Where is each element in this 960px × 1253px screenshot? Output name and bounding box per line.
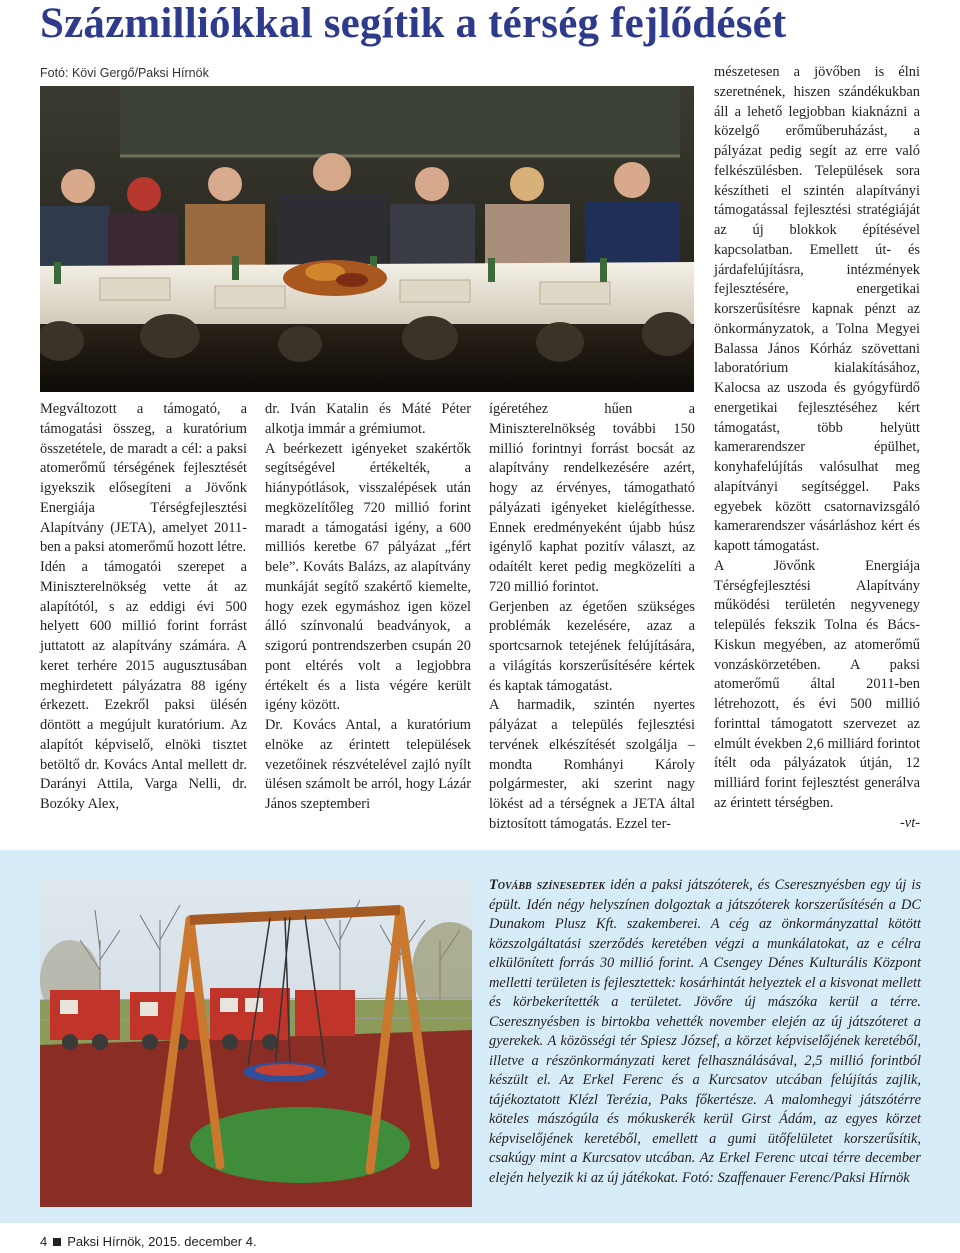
- column-4: [714, 63, 920, 833]
- photo-credit: Fotó: Kövi Gergő/Paksi Hírnök: [40, 66, 209, 80]
- photo-caption: [489, 876, 921, 1188]
- paragraph: A beérkezett igényeket szakértők segítségével értékelték, a hiánypótlások, visszalépések után megközelítőleg 720 millió forint maradt a támogatási igény, a 600 milliós keretbe 67 pályázat „fért bele”. Kováts Balázs, az alapítvány munkáját segítő szakértő kiemelte, hogy ezek egymáshoz igen közel álló színvonalú beadványok, a szigorú pontrendszerben csupán 20 pont eltérés volt a legjobbra értékelt és a lista végére került igény között.: [265, 440, 471, 714]
- paragraph: A harmadik, szintén nyertes pályázat a település fejlesztési tervének elkészítését szolgálja – mondta Romhányi Károly polgármester, aki szerint nagy lökést ad a térségnek a JETA által biztosított támogatás. Ezzel ter-: [489, 697, 695, 832]
- page-footer: [40, 1234, 257, 1249]
- caption-text: idén a paksi játszóterek, és Cseresznyésben egy új is épült. Idén négy helyszínen dolgoztak a játszóterek korszerűsítésén a DC Dunakom Plusz Kft. szakemberei. A cég az önkormányzattal kötött közszolgáltatási szerződés keretében végzi a munkálatokat, az e célra elkülönített forrás 30 millió forint. A Csengey Dénes Kulturális Központ melletti területen is fejlesztettek: kosárhintát helyeztek el a kisvonat mellett és körbekerítették a területet. Jövőre új mászóka kerül a térre. Cseresznyésben is birtokba vehették november elején az új játszóteret a gyerekek. A közösségi tér Spiesz József, a körzet képviselőjének keretéből, illetve a részönkormányzati keret felhasználásával, 2,5 millió forintból készült el. Az Erkel Ferenc és a Kurcsatov utcában felújítás zajlik, tájékoztatott Klézl Terézia, Paks főkertésze. A malomhegyi játszótérre köteles mászógúla és mókuskerék kerül Girst Ádám, az egyes körzet képviselőjének keretéből, emellett a gumi ütőfelületet korszerűsítik, csakúgy mint a Kurcsatov utcában. Az Erkel Ferenc utcai térre december elején helyezik ki az új játékokat. Fotó: Szaffenauer Ferenc/Paksi Hírnök: [489, 877, 921, 1186]
- paragraph: ígéretéhez hűen a Miniszterelnökség további 150 millió forintnyi forrást bocsát az alapítvány rendelkezésére azért, hogy az érvényes, támogatható pályázati igényeket kielégíthesse. Ennek eredményeként újabb húsz igénylő kaphat pozitív választ, az odaítélt keret pedig megközelíti a 720 millió forintot.: [489, 401, 695, 595]
- column-1: [40, 400, 247, 815]
- meeting-photo: [40, 86, 694, 392]
- paragraph: dr. Iván Katalin és Máté Péter alkotja immár a grémiumot.: [265, 401, 471, 437]
- paragraph: Gerjenben az égetően szükséges problémák kezelésére, azaz a sportcsarnok tetejének felújítására, a világítás korszerűsítésére kértek és kaptak támogatást.: [489, 598, 695, 694]
- caption-lead: Tovább színesedtek: [489, 877, 606, 893]
- square-bullet-icon: [53, 1238, 61, 1246]
- headline: Százmilliókkal segítik a térség fejlődését: [40, 0, 787, 47]
- column-2: [265, 400, 471, 815]
- page-number: 4: [40, 1234, 48, 1249]
- author-signature: -vt-: [900, 814, 920, 831]
- paragraph: Dr. Kovács Antal, a kuratórium elnöke az érintett települések vezetőinek részvételével zajló nyílt ülésen számolt be arról, hogy Lázár János szeptemberi: [265, 717, 471, 812]
- paragraph: mészetesen a jövőben is élni szeretnének, hiszen szándékukban áll a lehető legjobban kiaknázni a közelgő erőműberuházást, a pályázat pedig segít az erre való felkészülésben. Települések sora készítheti el szintén alapítványi támogatással fejlesztési stratégiáját az új blokkok építésével kapcsolatban. Emellett út- és járdafelújításra, intézmények fejlesztésére, energetikai korszerűsítésre kapnak pénzt az önkormányzatok, a Tolna Megyei Balassa János Kórház szövettani laboratórium kialakításához, Kalocsa az uszoda és gyógyfürdő energetikai fejlesztéséhez kért támogatást, több helyütt kamerarendszer épülhet, konyhafelújítás valósulhat meg alapítványi segítséggel. Paks egyebek között csatornavizsgáló kamerarendszer vásárláshoz kért és kapott támogatást.: [714, 64, 920, 554]
- column-3: [489, 400, 695, 835]
- paragraph: Idén a támogatói szerepet a Miniszterelnökség vette át az alapítótól, s az eddigi évi 500 helyett 600 millió forint forrást juttatott az alapítvány számára. A keret terhére 2015 augusztusában meghirdetett pályázatra 88 igény érkezett. Ezekről paksi ülésén döntött a megújult kuratórium. Az alapítót képviselő, elnöki tisztet betöltő dr. Kovács Antal mellett dr. Darányi Attila, Varga Nelli, dr. Bozóky Alex,: [40, 559, 247, 812]
- paragraph: A Jövőnk Energiája Térségfejlesztési Alapítvány működési területén negyvenegy település fekszik Tolna és Bács-Kiskun megyében, az atomerőmű vonzáskörzetében. A paksi atomerőmű által 2011-ben létrehozott, és évi 500 millió forinttal támogatott szervezet az elmúlt években 2,6 milliárd forintot ítélt oda pályázatok útján, 12 milliárd forint fejlesztést generálva az érintett térségben.: [714, 557, 920, 811]
- publication-info: Paksi Hírnök, 2015. december 4.: [67, 1234, 257, 1249]
- paragraph: Megváltozott a támogató, a támogatási összeg, a kuratórium összetétele, de maradt a cél: a paksi atomerőmű térségének fejlesztését igyekszik elősegíteni a Jövőnk Energiája Térségfejlesztési Alapítvány (JETA), amelyet 2011-ben a paksi atomerőmű hozott létre.: [40, 401, 247, 556]
- playground-photo: [40, 880, 472, 1207]
